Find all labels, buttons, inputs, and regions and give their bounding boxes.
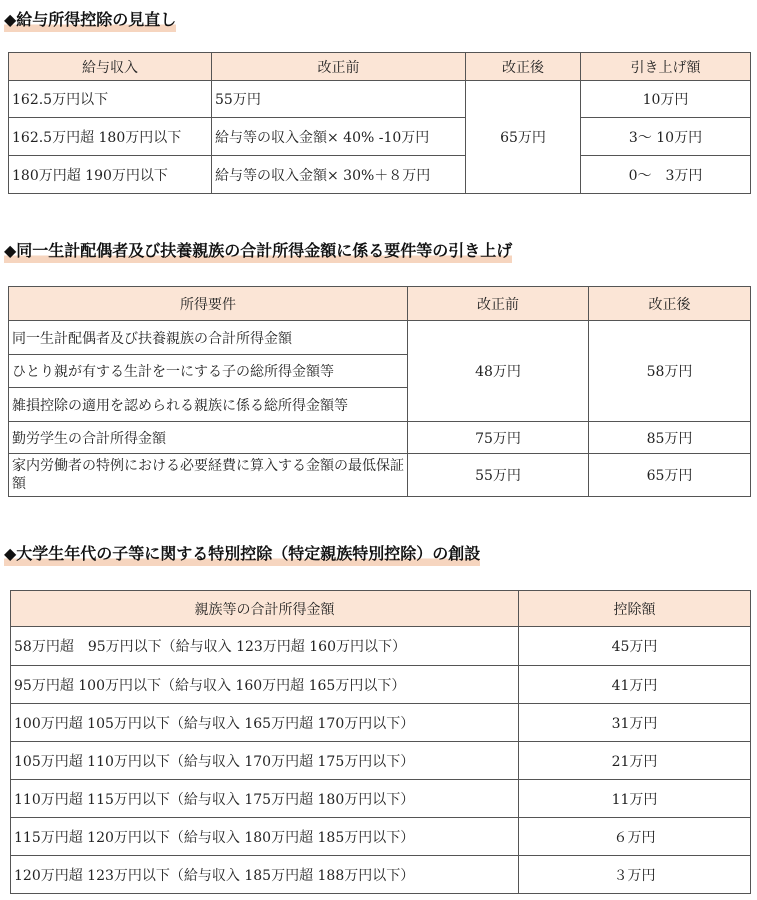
cell-after-merged: 58万円 [589,321,751,422]
header-before: 改正前 [408,287,589,321]
table-row [11,742,751,780]
cell-income: 162.5万円以下 [9,81,212,118]
header-increase: 引き上げ額 [581,53,751,81]
cell-deduction: 31万円 [519,704,751,742]
cell-before: 75万円 [408,422,589,454]
header-salary-income: 給与収入 [9,53,212,81]
cell-before: 55万円 [212,81,466,118]
cell-increase: 3～ 10万円 [581,118,751,156]
header-after: 改正後 [466,53,581,81]
cell-deduction: ６万円 [519,818,751,856]
cell-deduction: 41万円 [519,666,751,704]
table-header-row [9,53,751,81]
special-deduction-table [10,590,751,894]
table-header-row [9,287,751,321]
cell-requirement: 雑損控除の適用を認められる親族に係る総所得金額等 [9,388,408,422]
cell-income-range: 110万円超 115万円以下（給与収入 175万円超 180万円以下） [11,780,519,818]
header-before: 改正前 [212,53,466,81]
cell-income-range: 100万円超 105万円以下（給与収入 165万円超 170万円以下） [11,704,519,742]
cell-income-range: 105万円超 110万円以下（給与収入 170万円超 175万円以下） [11,742,519,780]
cell-before: 給与等の収入金額× 30%＋８万円 [212,156,466,194]
cell-income-range: 95万円超 100万円以下（給与収入 160万円超 165万円以下） [11,666,519,704]
table-row [11,818,751,856]
salary-deduction-table [8,52,751,194]
cell-increase: 10万円 [581,81,751,118]
table-row [11,780,751,818]
cell-income-range: 115万円超 120万円以下（給与収入 180万円超 185万円以下） [11,818,519,856]
cell-deduction: ３万円 [519,856,751,894]
section2-title: ◆同一生計配偶者及び扶養親族の合計所得金額に係る要件等の引き上げ [4,238,512,263]
header-requirement: 所得要件 [9,287,408,321]
cell-income: 162.5万円超 180万円以下 [9,118,212,156]
table-row [11,666,751,704]
cell-income-range: 58万円超 95万円以下（給与収入 123万円超 160万円以下） [11,627,519,666]
table-row [9,81,751,118]
cell-income-range: 120万円超 123万円以下（給与収入 185万円超 188万円以下） [11,856,519,894]
cell-requirement: ひとり親が有する生計を一にする子の総所得金額等 [9,355,408,388]
cell-deduction: 21万円 [519,742,751,780]
table-row [9,321,751,355]
cell-requirement: 家内労働者の特例における必要経費に算入する金額の最低保証額 [9,454,408,497]
table-row [9,156,751,194]
cell-before-merged: 48万円 [408,321,589,422]
cell-before: 55万円 [408,454,589,497]
table-row [9,422,751,454]
cell-after-merged: 65万円 [466,81,581,194]
cell-after: 85万円 [589,422,751,454]
table-row [9,118,751,156]
cell-increase: 0～ 3万円 [581,156,751,194]
table-row [9,454,751,497]
cell-deduction: 45万円 [519,627,751,666]
section3-title: ◆大学生年代の子等に関する特別控除（特定親族特別控除）の創設 [4,541,480,566]
section1-title: ◆給与所得控除の見直し [4,7,176,32]
header-after: 改正後 [589,287,751,321]
header-total-income: 親族等の合計所得金額 [11,591,519,627]
cell-before: 給与等の収入金額× 40% -10万円 [212,118,466,156]
cell-income: 180万円超 190万円以下 [9,156,212,194]
header-deduction: 控除額 [519,591,751,627]
income-requirement-table [8,286,751,497]
table-row [11,704,751,742]
cell-deduction: 11万円 [519,780,751,818]
cell-requirement: 勤労学生の合計所得金額 [9,422,408,454]
cell-after: 65万円 [589,454,751,497]
table-row [11,627,751,666]
cell-requirement: 同一生計配偶者及び扶養親族の合計所得金額 [9,321,408,355]
table-header-row [11,591,751,627]
table-row [11,856,751,894]
